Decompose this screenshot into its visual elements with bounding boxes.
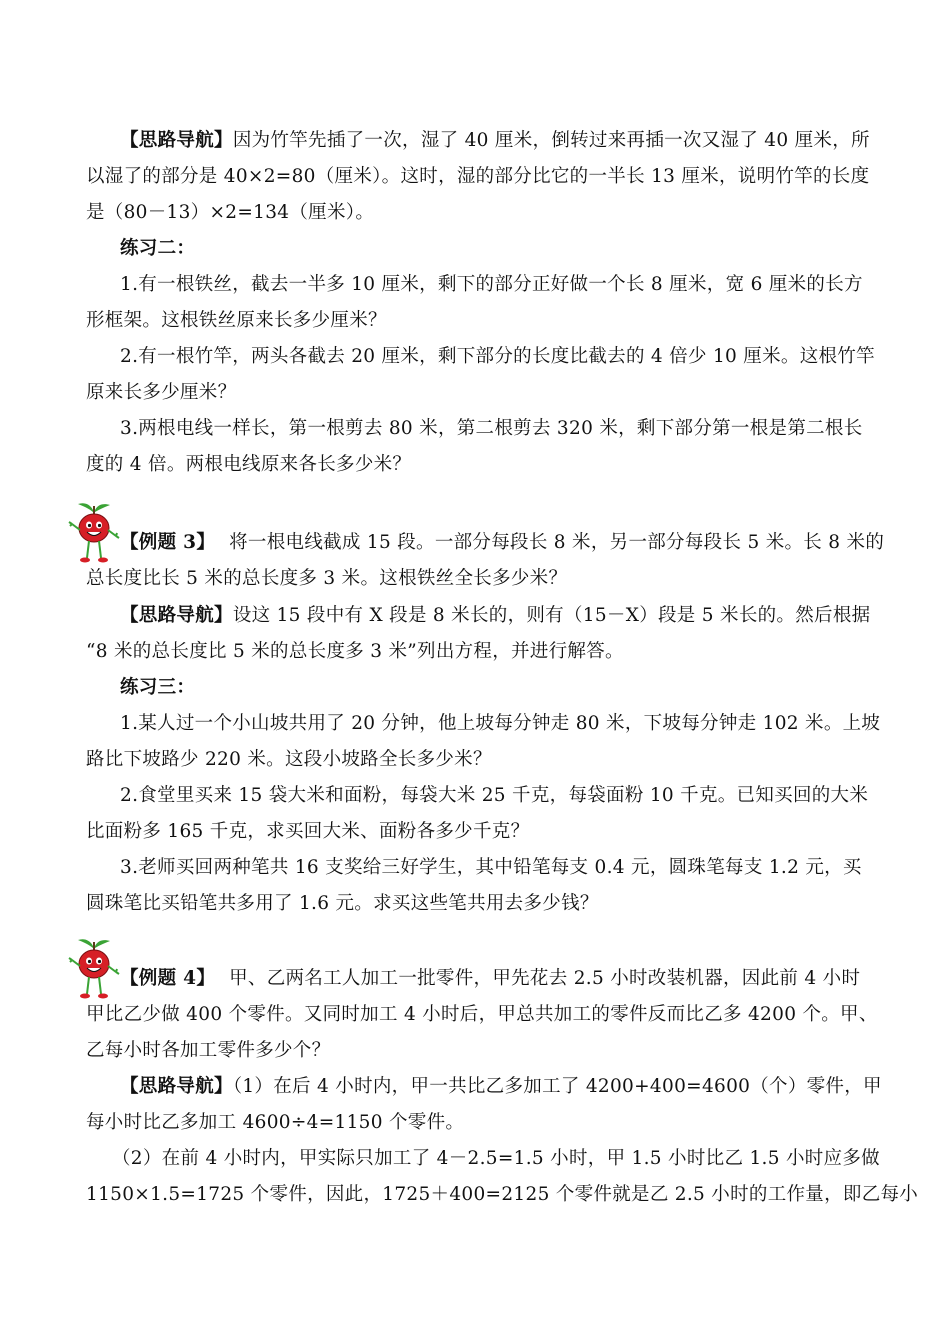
- guide-3-line-1: 【思路导航】（1）在后 4 小时内，甲一共比乙多加工了 4200+400=4600（个）零件，甲: [120, 1076, 882, 1097]
- practice-2-q3-line-1: 3.两根电线一样长，第一根剪去 80 米，第二根剪去 320 米，剩下部分第一根是第二根长: [120, 418, 863, 439]
- practice-3-q1-line-1: 1.某人过一个小山坡共用了 20 分钟，他上坡每分钟走 80 米，下坡每分钟走 102 米。上坡: [120, 713, 881, 734]
- apple-mascot-icon: [66, 500, 122, 572]
- practice-2-q3-line-2: 度的 4 倍。两根电线原来各长多少米？: [86, 454, 412, 475]
- practice-2-q1-line-1: 1.有一根铁丝，截去一半多 10 厘米，剩下的部分正好做一个长 8 厘米，宽 6 厘米的长方: [120, 274, 863, 295]
- guide-2-line-1: 【思路导航】设这 15 段中有 X 段是 8 米长的，则有（15－X）段是 5 米长的。然后根据: [120, 605, 871, 626]
- practice-3-q3-line-2: 圆珠笔比买铅笔共多用了 1.6 元。求买这些笔共用去多少钱？: [86, 893, 599, 914]
- example-4-line-3: 乙每小时各加工零件多少个？: [86, 1040, 331, 1061]
- practice-3-title: 练习三：: [120, 677, 196, 698]
- guide-1-line-1: 【思路导航】因为竹竿先插了一次，湿了 40 厘米，倒转过来再插一次又湿了 40 厘米，所: [120, 130, 870, 151]
- practice-3-q2-line-2: 比面粉多 165 千克，求买回大米、面粉各多少千克？: [86, 821, 530, 842]
- practice-2-title: 练习二：: [120, 238, 196, 259]
- guide-2-line-2: “8 米的总长度比 5 米的总长度多 3 米”列出方程，并进行解答。: [86, 641, 624, 662]
- guide-3-line-2: 每小时比乙多加工 4600÷4=1150 个零件。: [86, 1112, 465, 1133]
- example-3-line-1: 【例题 3】 将一根电线截成 15 段。一部分每段长 8 米，另一部分每段长 5 米。长 8 米的: [120, 532, 885, 553]
- guide-3-line-3: （2）在前 4 小时内，甲实际只加工了 4－2.5=1.5 小时，甲 1.5 小时比乙 1.5 小时应多做: [112, 1148, 880, 1169]
- apple-mascot-icon: [66, 936, 122, 1008]
- practice-2-q1-line-2: 形框架。这根铁丝原来长多少厘米？: [86, 310, 387, 331]
- practice-2-q2-line-2: 原来长多少厘米？: [86, 382, 237, 403]
- guide-label: 【思路导航】: [120, 130, 233, 151]
- example-4-line-1: 【例题 4】 甲、乙两名工人加工一批零件，甲先花去 2.5 小时改装机器，因此前 4 小时: [120, 968, 861, 989]
- practice-2-q2-line-1: 2.有一根竹竿，两头各截去 20 厘米，剩下部分的长度比截去的 4 倍少 10 厘米。这根竹竿: [120, 346, 875, 367]
- practice-3-q2-line-1: 2.食堂里买来 15 袋大米和面粉，每袋大米 25 千克，每袋面粉 10 千克。已知买回的大米: [120, 785, 869, 806]
- guide-label: 【思路导航】: [120, 1076, 233, 1097]
- guide-1-line-2: 以湿了的部分是 40×2=80（厘米）。这时，湿的部分比它的一半长 13 厘米，说明竹竿的长度: [86, 166, 870, 187]
- example-3-line-2: 总长度比长 5 米的总长度多 3 米。这根铁丝全长多少米？: [86, 568, 568, 589]
- guide-label: 【思路导航】: [120, 605, 233, 626]
- example-label: 【例题 3】: [120, 532, 216, 553]
- practice-3-q3-line-1: 3.老师买回两种笔共 16 支奖给三好学生，其中铅笔每支 0.4 元，圆珠笔每支 1.2 元，买: [120, 857, 862, 878]
- example-4-line-2: 甲比乙少做 400 个零件。又同时加工 4 小时后，甲总共加工的零件反而比乙多 4200 个。甲、: [86, 1004, 878, 1025]
- example-label: 【例题 4】: [120, 968, 216, 989]
- guide-3-line-4: 1150×1.5=1725 个零件，因此，1725＋400=2125 个零件就是乙 2.5 小时的工作量，即乙每小: [86, 1184, 919, 1205]
- practice-3-q1-line-2: 路比下坡路少 220 米。这段小坡路全长多少米？: [86, 749, 492, 770]
- guide-1-line-3: 是（80－13）×2=134（厘米）。: [86, 202, 375, 223]
